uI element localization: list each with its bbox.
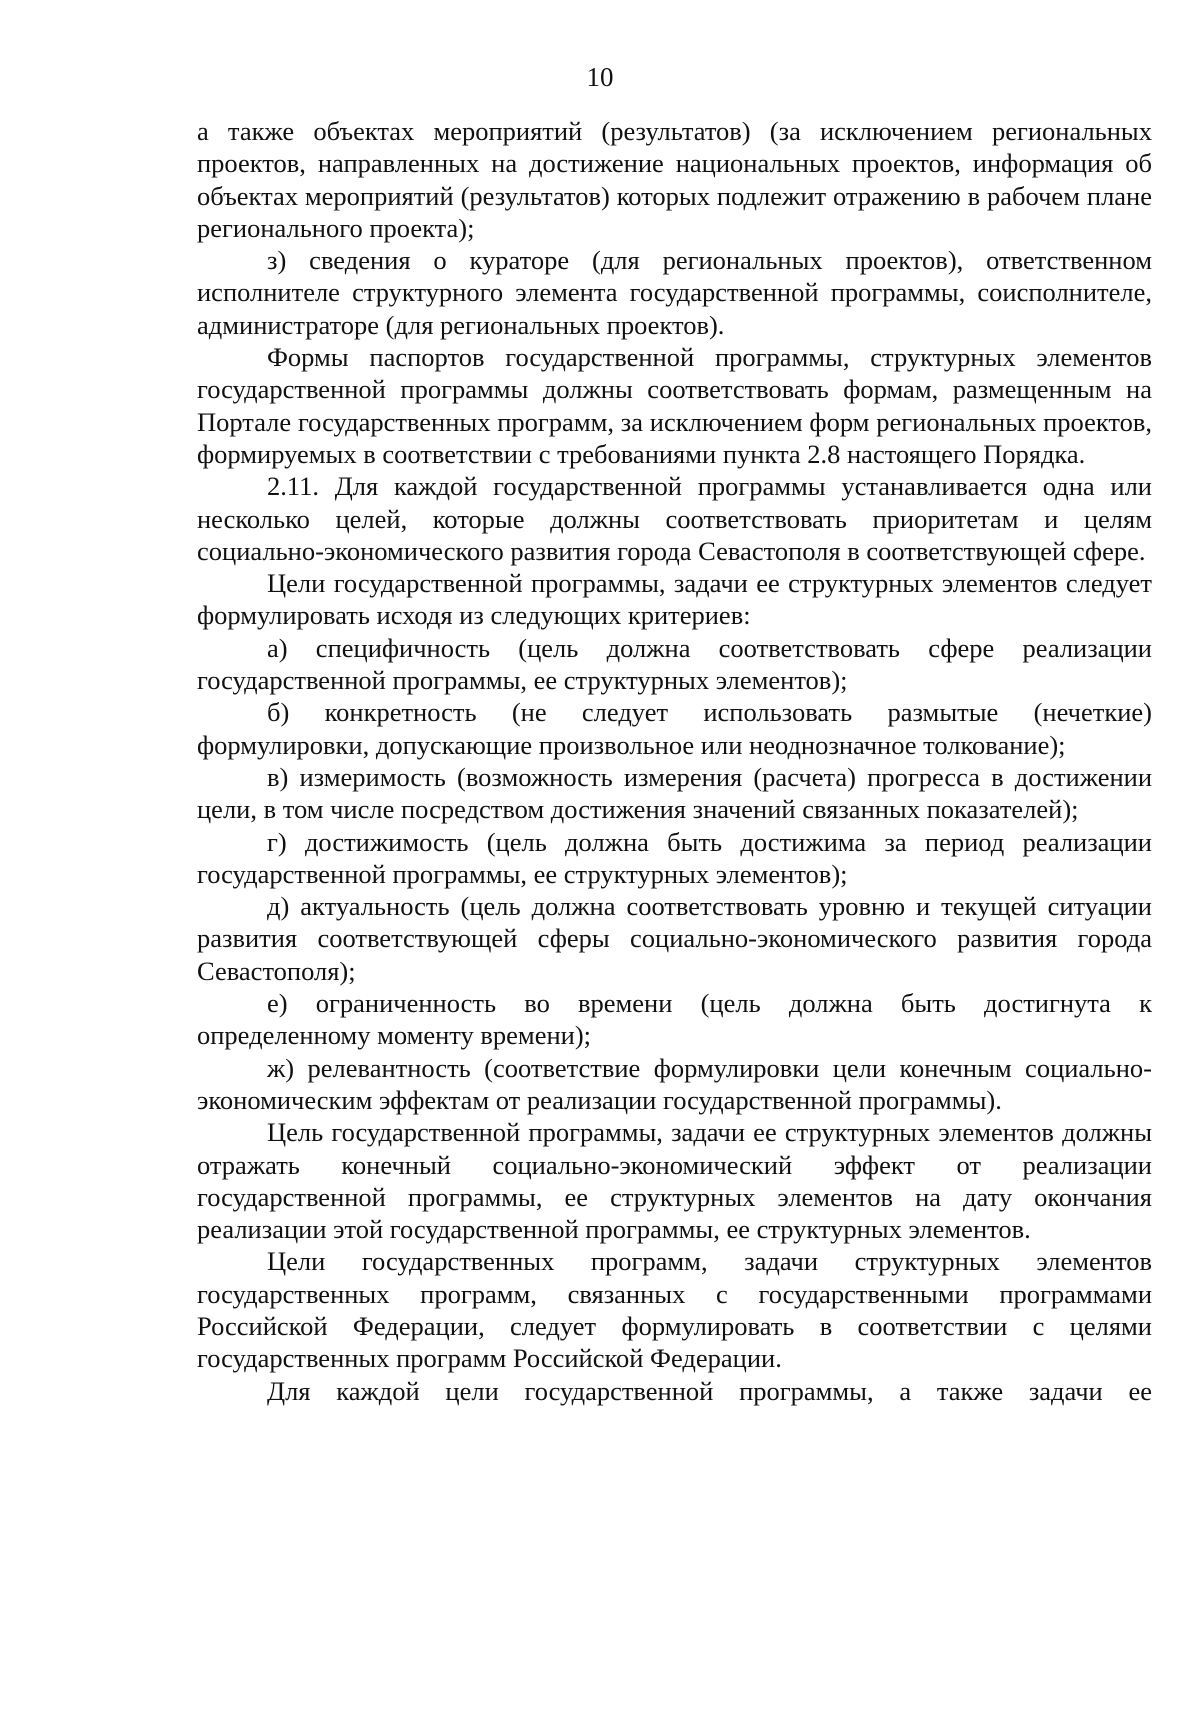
page-number: 10 (586, 62, 614, 92)
paragraph-criterion-v-measurability: в) измеримость (возможность измерения (расчета) прогресса в достижении цели, в том числе посредством достижения значений связанных показателей); (197, 761, 1152, 825)
document-body (197, 115, 1152, 1407)
paragraph-criterion-d-relevance: д) актуальность (цель должна соответствовать уровню и текущей ситуации развития соответствующей сферы социально-экономического развития города Севастополя); (197, 891, 1152, 986)
paragraph-criterion-e-time-bound: е) ограниченность во времени (цель должна быть достигнута к определенному моменту времени); (197, 988, 1152, 1051)
paragraph-each-goal-continued: Для каждой цели государственной программы, а также задачи ее (267, 1375, 1152, 1406)
paragraph-objects-continuation: а также объектах мероприятий (результатов) (за исключением региональных проектов, направленных на достижение национальных проектов, информация об объектах мероприятий (результатов) которых подлежит отражению в рабочем плане регионального проекта); (197, 116, 1152, 243)
paragraph-rf-programs-alignment: Цели государственных программ, задачи структурных элементов государственных программ, связанных с государственными программами Российской Федерации, следует формулировать в соответствии с целями государственных программ Российской Федерации. (197, 1246, 1152, 1374)
paragraph-criterion-g-achievability: г) достижимость (цель должна быть достижима за период реализации государственной программы, ее структурных элементов); (197, 826, 1152, 889)
paragraph-criterion-b-concreteness: б) конкретность (не следует использовать размытые (нечеткие) формулировки, допускающие произвольное или неоднозначное толкование); (197, 697, 1152, 760)
paragraph-criterion-zh-pertinence: ж) релевантность (соответствие формулировки цели конечным социально-экономическим эффектам от реализации государственной программы). (197, 1052, 1152, 1115)
paragraph-goal-criteria-intro: Цели государственной программы, задачи ее структурных элементов следует формулировать исходя из следующих критериев: (197, 568, 1152, 631)
paragraph-2-11-goals: 2.11. Для каждой государственной программы устанавливается одна или несколько целей, которые должны соответствовать приоритетам и целям социально-экономического развития города Севастополя в соответствующей сфере. (197, 471, 1152, 566)
paragraph-goal-final-effect: Цель государственной программы, задачи ее структурных элементов должны отражать конечный социально-экономический эффект от реализации государственной программы, ее структурных элементов на дату окончания реализации этой государственной программы, ее структурных элементов. (197, 1117, 1152, 1245)
paragraph-passport-forms: Формы паспортов государственной программы, структурных элементов государственной программы должны соответствовать формам, размещенным на Портале государственных программ, за исключением форм региональных проектов, формируемых в соответствии с требованиями пункта 2.8 настоящего Порядка. (197, 342, 1152, 469)
paragraph-criterion-a-specificity: а) специфичность (цель должна соответствовать сфере реализации государственной программы, ее структурных элементов); (197, 632, 1152, 696)
paragraph-item-z-curator: з) сведения о кураторе (для региональных проектов), ответственном исполнителе структурного элемента государственной программы, соисполнителе, администраторе (для региональных проектов). (197, 245, 1152, 340)
